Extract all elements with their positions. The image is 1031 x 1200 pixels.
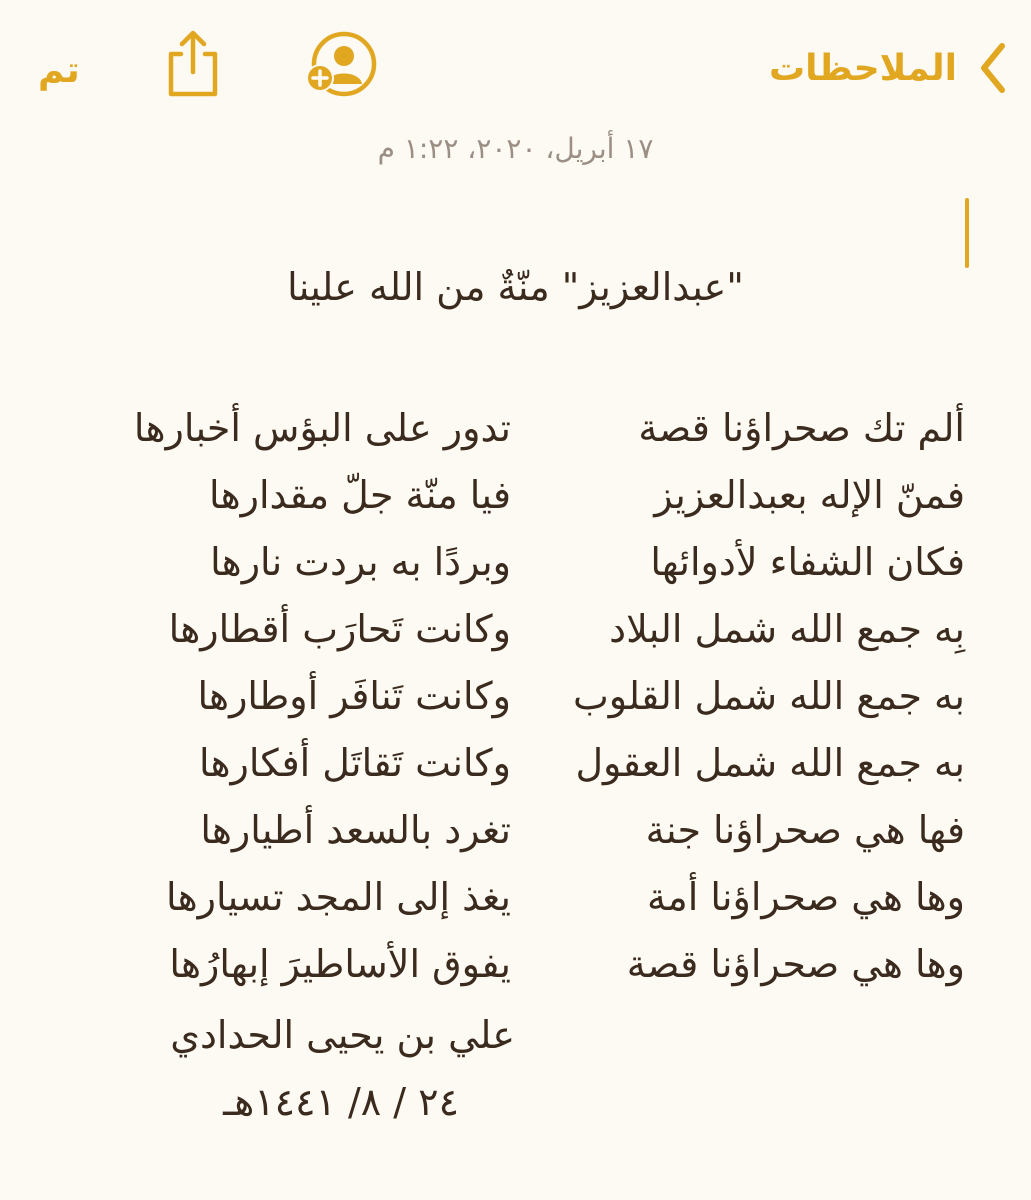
top-toolbar <box>0 0 1031 130</box>
verse-second-hemistich: وكانت تَنافَر أوطارها <box>197 674 511 718</box>
verse-second-hemistich: وكانت تَحارَب أقطارها <box>168 607 511 651</box>
verse-first-hemistich: وها هي صحراؤنا أمة <box>646 875 965 919</box>
poem-verse <box>0 663 1031 730</box>
note-body-poem[interactable] <box>0 395 1031 998</box>
poem-verse <box>0 864 1031 931</box>
add-person-icon <box>300 30 384 102</box>
verse-first-hemistich: بِه جمع الله شمل البلاد <box>609 607 965 651</box>
poem-verse <box>0 395 1031 462</box>
poem-verse <box>0 462 1031 529</box>
poem-verse <box>0 730 1031 797</box>
chevron-left-icon <box>973 36 1013 100</box>
verse-second-hemistich: تدور على البؤس أخبارها <box>133 406 511 450</box>
verse-first-hemistich: وها هي صحراؤنا قصة <box>626 942 965 986</box>
back-to-notes-button[interactable] <box>769 36 1013 100</box>
poem-verse <box>0 797 1031 864</box>
verse-second-hemistich: تغرد بالسعد أطيارها <box>200 808 511 852</box>
note-timestamp: ١٧ أبريل، ٢٠٢٠، ١:٢٢ م <box>377 132 654 165</box>
share-button[interactable] <box>158 30 228 102</box>
note-title[interactable]: "عبدالعزيز" منّةٌ من الله علينا <box>287 265 744 309</box>
verse-second-hemistich: فيا منّة جلّ مقدارها <box>209 473 511 517</box>
done-button[interactable]: تم <box>38 49 80 91</box>
verse-first-hemistich: به جمع الله شمل القلوب <box>573 674 965 718</box>
poem-verse <box>0 931 1031 998</box>
verse-second-hemistich: يفوق الأساطيرَ إبهارُها <box>169 942 511 986</box>
verse-first-hemistich: فكان الشفاء لأدوائها <box>650 540 965 584</box>
text-cursor <box>965 198 969 268</box>
share-icon <box>163 28 223 104</box>
poem-author: علي بن يحيى الحدادي <box>170 1013 515 1057</box>
verse-first-hemistich: به جمع الله شمل العقول <box>575 741 965 785</box>
back-button-label: الملاحظات <box>768 47 957 89</box>
poem-hijri-date: ٢٤ / ٨/ ١٤٤١هـ <box>223 1080 459 1124</box>
verse-second-hemistich: وبردًا به بردت نارها <box>210 540 511 584</box>
verse-second-hemistich: وكانت تَقاتَل أفكارها <box>198 741 511 785</box>
verse-first-hemistich: فمنّ الإله بعبدالعزيز <box>654 473 965 517</box>
verse-second-hemistich: يغذ إلى المجد تسيارها <box>166 875 511 919</box>
verse-first-hemistich: فها هي صحراؤنا جنة <box>645 808 965 852</box>
poem-verse <box>0 596 1031 663</box>
add-person-button[interactable] <box>300 32 384 100</box>
poem-verse <box>0 529 1031 596</box>
verse-first-hemistich: ألم تك صحراؤنا قصة <box>638 406 965 450</box>
